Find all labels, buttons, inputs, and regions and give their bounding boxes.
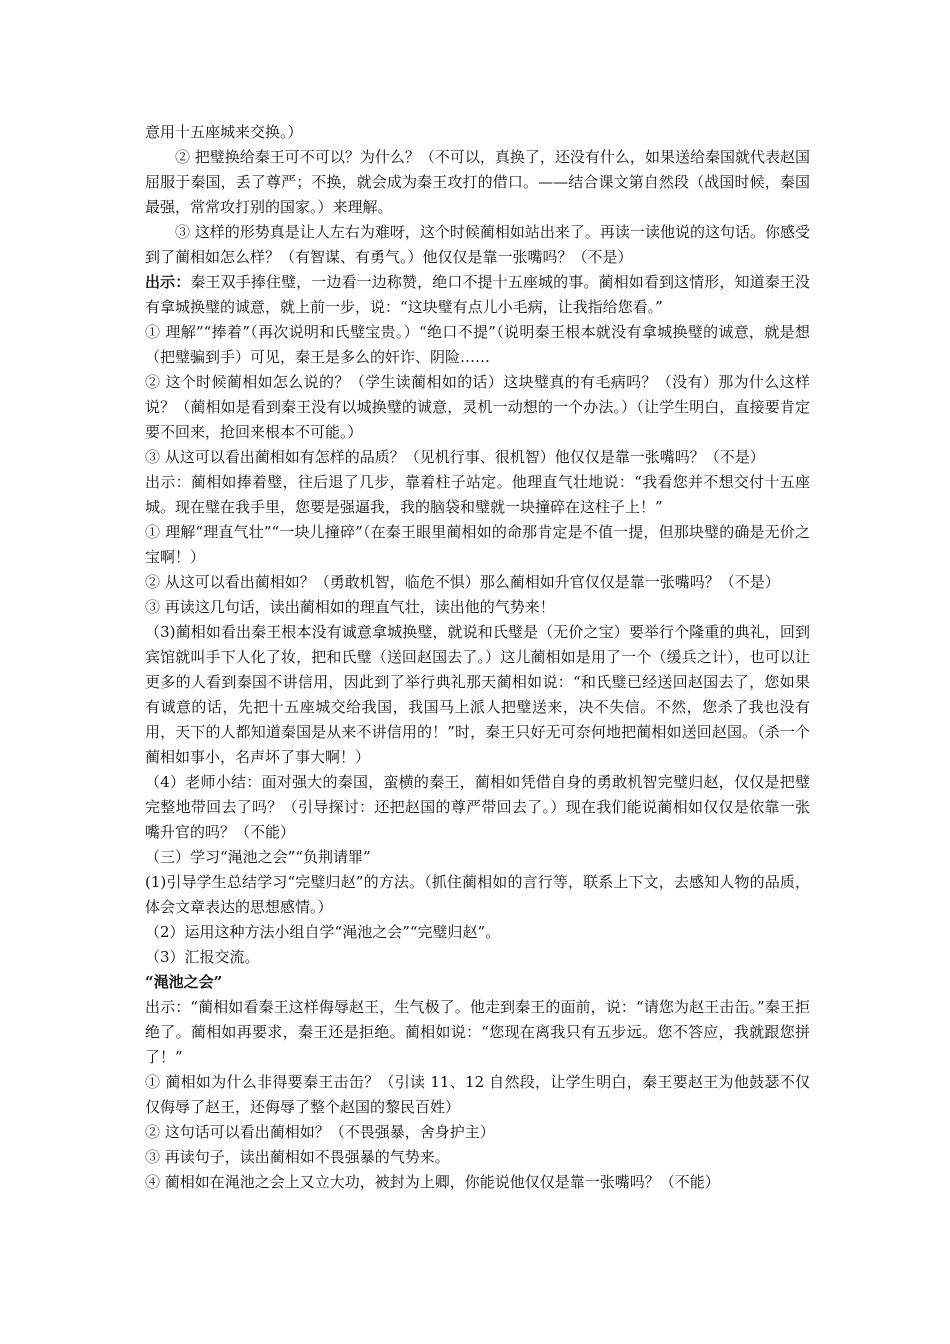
paragraph: ② 从这可以看出蔺相如？（勇敢机智，临危不惧）那么蔺相如升官仅仅是靠一张嘴吗？（不是） — [145, 573, 780, 591]
section-heading: （三）学习“渑池之会”“负荆请罪” — [145, 848, 371, 866]
paragraph: ③ 再读句子，读出蔺相如不畏强暴的气势来。 — [145, 1148, 450, 1166]
paragraph: ② 把璧换给秦王可不可以？为什么？（不可以，真换了，还没有什么，如果送给秦国就代表赵国屈服于秦国，丢了尊严；不换，就会成为秦王攻打的借口。——结合课文第自然段（战国时候，秦国最强，常常攻打别的国家。）来理解。 — [145, 148, 810, 216]
paragraph: ① 理解“理直气壮”“一块儿撞碎”（在秦王眼里蔺相如的命那肯定是不值一提，但那块璧的确是无价之宝啊！） — [145, 523, 810, 566]
paragraph-lead: 出示： — [145, 273, 191, 291]
paragraph: ① 蔺相如为什么非得要秦王击缶？（引读 11、12 自然段，让学生明白，秦王要赵王为他鼓瑟不仅仅侮辱了赵王，还侮辱了整个赵国的黎民百姓） — [145, 1073, 810, 1116]
paragraph-text: 秦王双手捧住璧，一边看一边称赞，绝口不提十五座城的事。蔺相如看到这情形，知道秦王没有拿城换璧的诚意，就上前一步，说：“这块璧有点儿小毛病，让我指给您看。” — [145, 273, 810, 316]
document-body — [145, 120, 810, 1195]
paragraph: ① 理解”“捧着”（再次说明和氏璧宝贵。）“绝口不提”（说明秦王根本就没有拿城换璧的诚意，就是想（把璧骗到手）可见，秦王是多么的奸诈、阴险…… — [145, 323, 810, 366]
paragraph: （3）汇报交流。 — [145, 948, 260, 966]
paragraph: （3)蔺相如看出秦王根本没有诚意拿城换璧，就说和氏璧是（无价之宝）要举行个隆重的典礼，回到宾馆就叫手下人化了妆，把和氏璧（送回赵国去了。）这儿蔺相如是用了一个（缓兵之计），也可以让更多的人看到秦国不讲信用，因此到了举行典礼那天蔺相如说：“和氏璧已经送回赵国去了，您如果有诚意的话，先把十五座城交给我国，我国马上派人把璧送来，决不失信。不然，您杀了我也没有用，天下的人都知道秦国是从来不讲信用的！”时，秦王只好无可奈何地把蔺相如送回赵国。（杀一个蔺相如事小，名声坏了事大啊！） — [145, 623, 810, 766]
paragraph — [145, 270, 810, 320]
paragraph: （2）运用这种方法小组自学“渑池之会”“完璧归赵”。 — [145, 923, 501, 941]
paragraph: ④ 蔺相如在渑池之会上又立大功，被封为上卿，你能说他仅仅是靠一张嘴吗？（不能） — [145, 1173, 720, 1191]
paragraph: 出示：“蔺相如看秦王这样侮辱赵王，生气极了。他走到秦王的面前，说：“请您为赵王击缶。”秦王拒绝了。蔺相如再要求，秦王还是拒绝。蔺相如说：“您现在离我只有五步远。您不答应，我就跟您拼了！” — [145, 998, 810, 1066]
paragraph: ③ 再读这几句话，读出蔺相如的理直气壮，读出他的气势来！ — [145, 598, 555, 616]
paragraph: ③ 这样的形势真是让人左右为难呀，这个时候蔺相如站出来了。再读一读他说的这句话。你感受到了蔺相如怎么样？（有智谋、有勇气。）他仅仅是靠一张嘴吗？（不是） — [145, 223, 810, 266]
subheading-mianchi: “渑池之会” — [145, 973, 223, 991]
paragraph: （4）老师小结：面对强大的秦国，蛮横的秦王，蔺相如凭借自身的勇敢机智完璧归赵，仅仅是把璧完整地带回去了吗？（引导探讨：还把赵国的尊严带回去了。）现在我们能说蔺相如仅仅是依靠一张嘴升官的吗？（不能） — [145, 773, 810, 841]
paragraph: ② 这句话可以看出蔺相如？（不畏强暴，舍身护主） — [145, 1123, 495, 1141]
paragraph: ③ 从这可以看出蔺相如有怎样的品质？（见机行事、很机智）他仅仅是靠一张嘴吗？（不是） — [145, 448, 765, 466]
paragraph: 意用十五座城来交换。） — [145, 123, 303, 141]
paragraph: 出示：蔺相如捧着璧，往后退了几步，靠着柱子站定。他理直气壮地说：“我看您并不想交付十五座城。现在璧在我手里，您要是强逼我，我的脑袋和璧就一块撞碎在这柱子上！” — [145, 473, 810, 516]
paragraph: ② 这个时候蔺相如怎么说的？（学生读蔺相如的话）这块璧真的有毛病吗？（没有）那为什么这样说？（蔺相如是看到秦王没有以城换璧的诚意，灵机一动想的一个办法。）（让学生明白，直接要肯定要不回来，抢回来根本不可能。） — [145, 373, 810, 441]
paragraph: (1)引导学生总结学习“完璧归赵”的方法。（抓住蔺相如的言行等，联系上下文，去感知人物的品质，体会文章表达的思想感情。） — [145, 873, 810, 916]
